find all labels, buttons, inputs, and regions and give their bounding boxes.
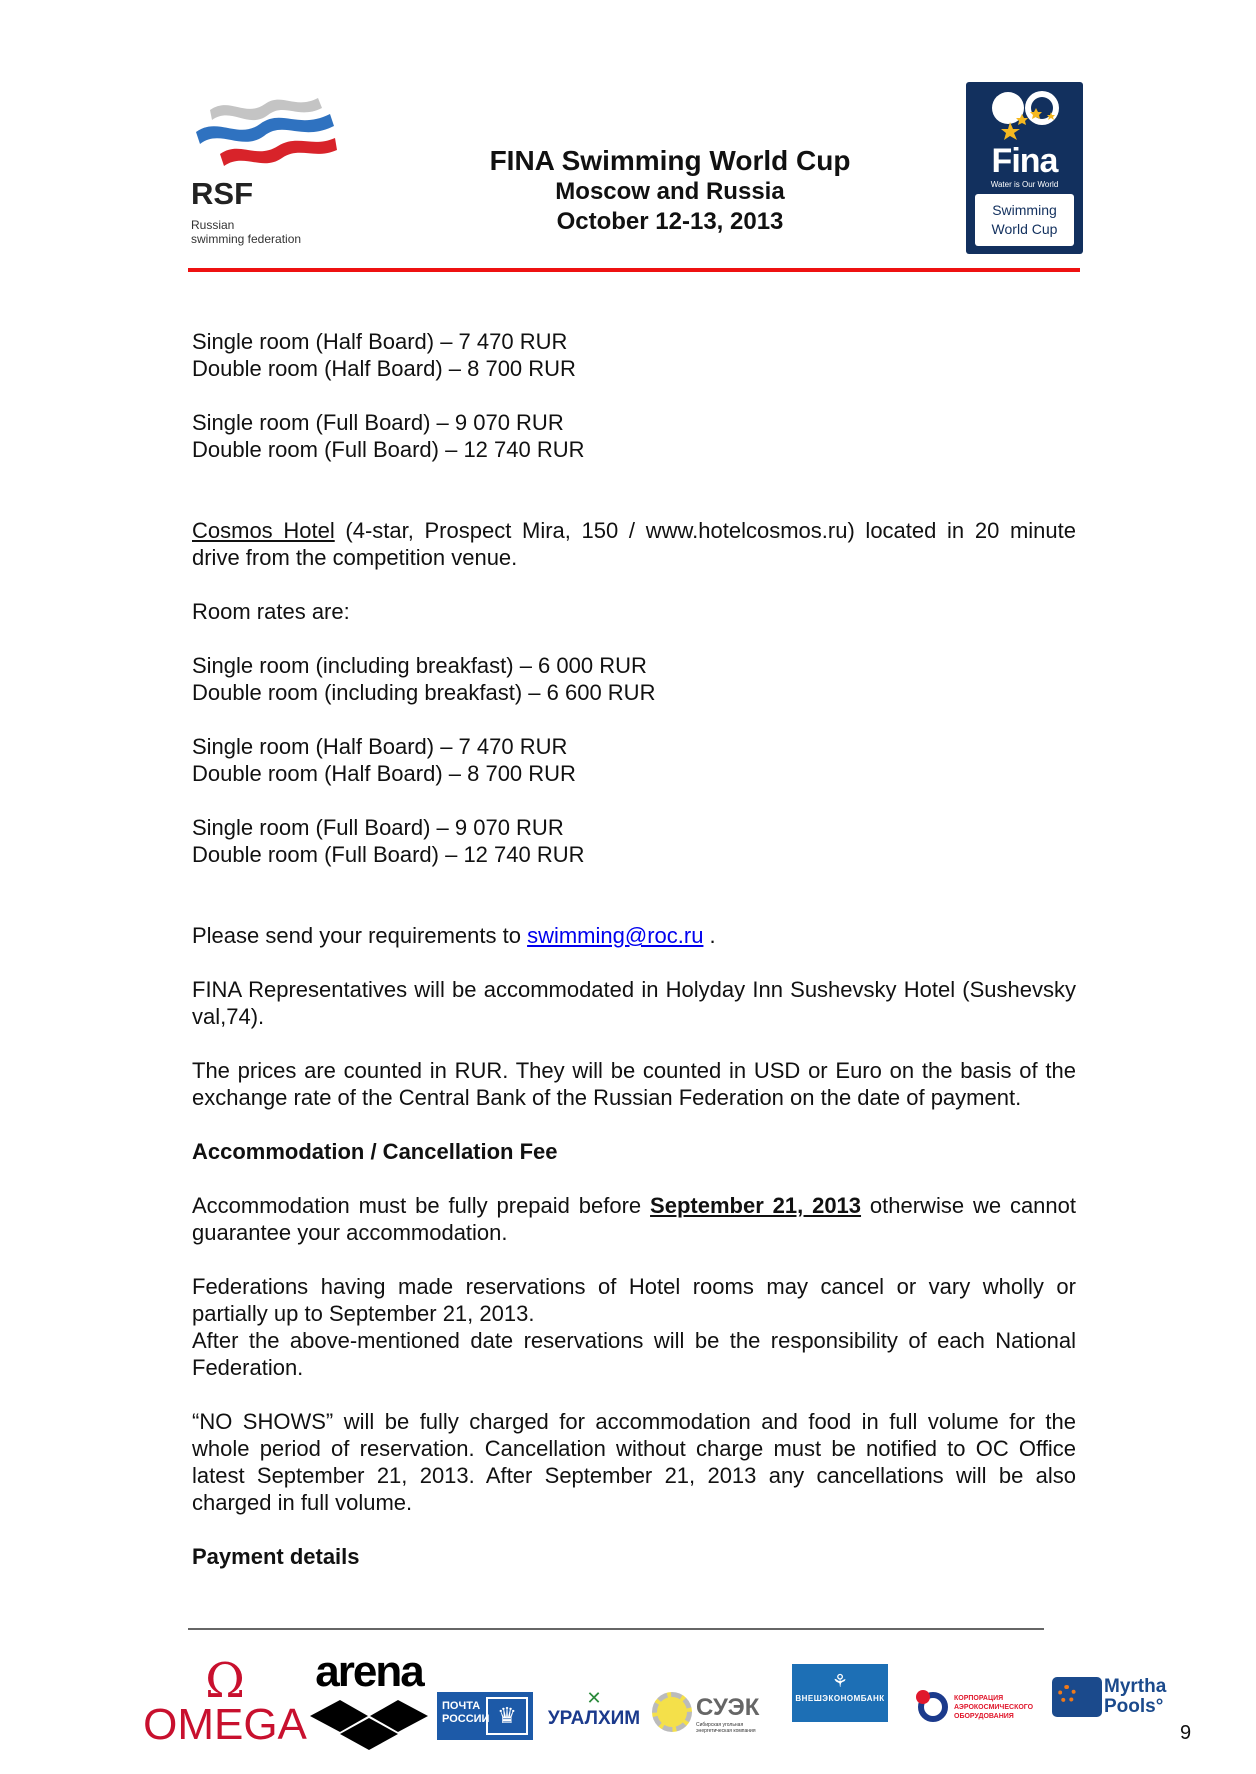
prev-hotel-full-board-rates	[192, 409, 1076, 463]
rate-line: Double room (Half Board) – 8 700 RUR	[192, 356, 576, 381]
wave-box-icon	[1052, 1677, 1102, 1717]
rsf-abbreviation: RSF	[191, 176, 253, 211]
federations-paragraph-2: After the above-mentioned date reservations will be the responsibility of each National Federation.	[192, 1328, 1076, 1380]
veb-wordmark: ВНЕШЭКОНОМБАНК	[795, 1694, 885, 1703]
cosmos-half-board-rates	[192, 733, 1076, 787]
globe-stars-icon	[966, 82, 1083, 142]
fina-tagline: Water is Our World	[990, 180, 1059, 189]
header-divider	[188, 268, 1080, 272]
eagle-emblem-icon: ♛	[486, 1697, 528, 1735]
cosmos-hotel-paragraph	[192, 517, 1076, 571]
rate-line: Single room (Full Board) – 9 070 RUR	[192, 815, 564, 840]
suek-subtitle: Сибирская угольная энергетическая компания	[696, 1722, 756, 1734]
rate-line: Double room (Full Board) – 12 740 RUR	[192, 842, 585, 867]
arena-wordmark: arena	[315, 1647, 423, 1696]
aerospace-corporation-sponsor-logo	[918, 1688, 1033, 1728]
rate-line: Double room (including breakfast) – 6 600 RUR	[192, 680, 656, 705]
sun-icon	[1058, 1685, 1076, 1703]
red-dot-icon	[916, 1690, 930, 1704]
cancellation-fee-heading: Accommodation / Cancellation Fee	[192, 1139, 558, 1164]
document-body	[192, 328, 1076, 1597]
myrtha-wordmark	[1104, 1677, 1166, 1717]
room-rates-label: Room rates are:	[192, 599, 350, 624]
requirements-suffix: .	[703, 923, 716, 948]
prepaid-deadline: September 21, 2013	[650, 1193, 862, 1218]
email-link[interactable]: swimming@roc.ru	[527, 923, 704, 948]
requirements-paragraph	[192, 922, 1076, 949]
prepaid-text: Accommodation must be fully prepaid before	[192, 1193, 651, 1218]
fina-event-box	[975, 194, 1074, 246]
federations-paragraph-1: Federations having made reservations of Hotel rooms may cancel or vary wholly or partially up to September 21, 2013.	[192, 1274, 1076, 1326]
gear-icon	[652, 1692, 692, 1732]
rate-line: Double room (Full Board) – 12 740 RUR	[192, 437, 585, 462]
myrtha-line1: Myrtha	[1104, 1676, 1167, 1697]
rate-line: Single room (Half Board) – 7 470 RUR	[192, 329, 568, 354]
fina-box-line1: Swimming	[992, 202, 1057, 218]
pochta-rossii-sponsor-logo	[437, 1692, 533, 1740]
myrtha-line2: Pools°	[1104, 1696, 1164, 1717]
document-dates: October 12-13, 2013	[556, 208, 784, 235]
arena-sponsor-logo	[306, 1647, 432, 1750]
prepaid-paragraph	[192, 1192, 1076, 1246]
suek-wordmark: СУЭК	[696, 1694, 760, 1721]
arena-diamonds-icon	[306, 1694, 432, 1750]
fina-representatives-paragraph: FINA Representatives will be accommodated in Holyday Inn Sushevsky Hotel (Sushevsky val,74).	[192, 977, 1076, 1029]
requirements-text: Please send your requirements to	[192, 923, 528, 948]
omega-symbol-icon: Ω	[205, 1653, 245, 1709]
cosmos-hotel-description: (4-star, Prospect Mira, 150 / www.hotelcosmos.ru) located in 20 minute drive from the competition venue.	[192, 518, 1076, 570]
rate-line: Single room (Half Board) – 7 470 RUR	[192, 734, 568, 759]
myrtha-pools-sponsor-logo	[1052, 1677, 1170, 1721]
page-number: 9	[1180, 1722, 1192, 1744]
prev-hotel-half-board-rates	[192, 328, 1076, 382]
rsf-subtitle-line2: swimming federation	[191, 232, 302, 246]
rate-line: Double room (Half Board) – 8 700 RUR	[192, 761, 576, 786]
uralchem-sponsor-logo	[546, 1688, 642, 1738]
veb-emblem-icon: ⚘	[831, 1671, 849, 1691]
rsf-subtitle	[191, 218, 301, 246]
rate-line: Single room (including breakfast) – 6 000 RUR	[192, 653, 647, 678]
rsf-subtitle-line1: Russian	[191, 218, 235, 232]
fina-box-line2: World Cup	[991, 221, 1058, 237]
rate-line: Single room (Full Board) – 9 070 RUR	[192, 410, 564, 435]
corporation-text: КОРПОРАЦИЯ АЭРОКОСМИЧЕСКОГО ОБОРУДОВАНИЯ	[954, 1695, 1034, 1720]
vnesheconombank-sponsor-logo	[792, 1664, 888, 1722]
fina-wordmark: Fina	[991, 142, 1058, 180]
prepaid-suffix: otherwise we cannot guarantee your accommodation.	[192, 1193, 1076, 1245]
uralchem-mark-icon: ✕	[586, 1688, 602, 1708]
payment-details-heading: Payment details	[192, 1544, 360, 1569]
prices-note-paragraph: The prices are counted in RUR. They will be counted in USD or Euro on the basis of the exchange rate of the Central Bank of the Russian Federation on the date of payment.	[192, 1058, 1076, 1110]
pochta-text: ПОЧТА РОССИИ	[442, 1700, 490, 1725]
cosmos-hotel-name: Cosmos Hotel	[192, 518, 335, 543]
omega-sponsor-logo	[136, 1653, 314, 1749]
no-shows-paragraph: “NO SHOWS” will be fully charged for accommodation and food in full volume for the whole period of reservation. Cancellation without charge must be notified to OC Office latest September 21, 2013. After September 21, 2013 any cancellations will be also charged in full volume.	[192, 1409, 1076, 1515]
cosmos-full-board-rates	[192, 814, 1076, 868]
cosmos-breakfast-rates	[192, 652, 1076, 706]
document-location: Moscow and Russia	[555, 178, 785, 205]
document-title: FINA Swimming World Cup	[489, 145, 851, 176]
document-title-block	[400, 145, 940, 237]
footer-divider	[188, 1628, 1044, 1630]
uralchem-wordmark: УРАЛХИМ	[547, 1708, 641, 1729]
suek-sponsor-logo	[652, 1690, 760, 1738]
fina-world-cup-logo	[966, 82, 1083, 254]
rsf-waves-icon	[190, 88, 340, 178]
omega-wordmark: OMEGA	[143, 1700, 307, 1749]
